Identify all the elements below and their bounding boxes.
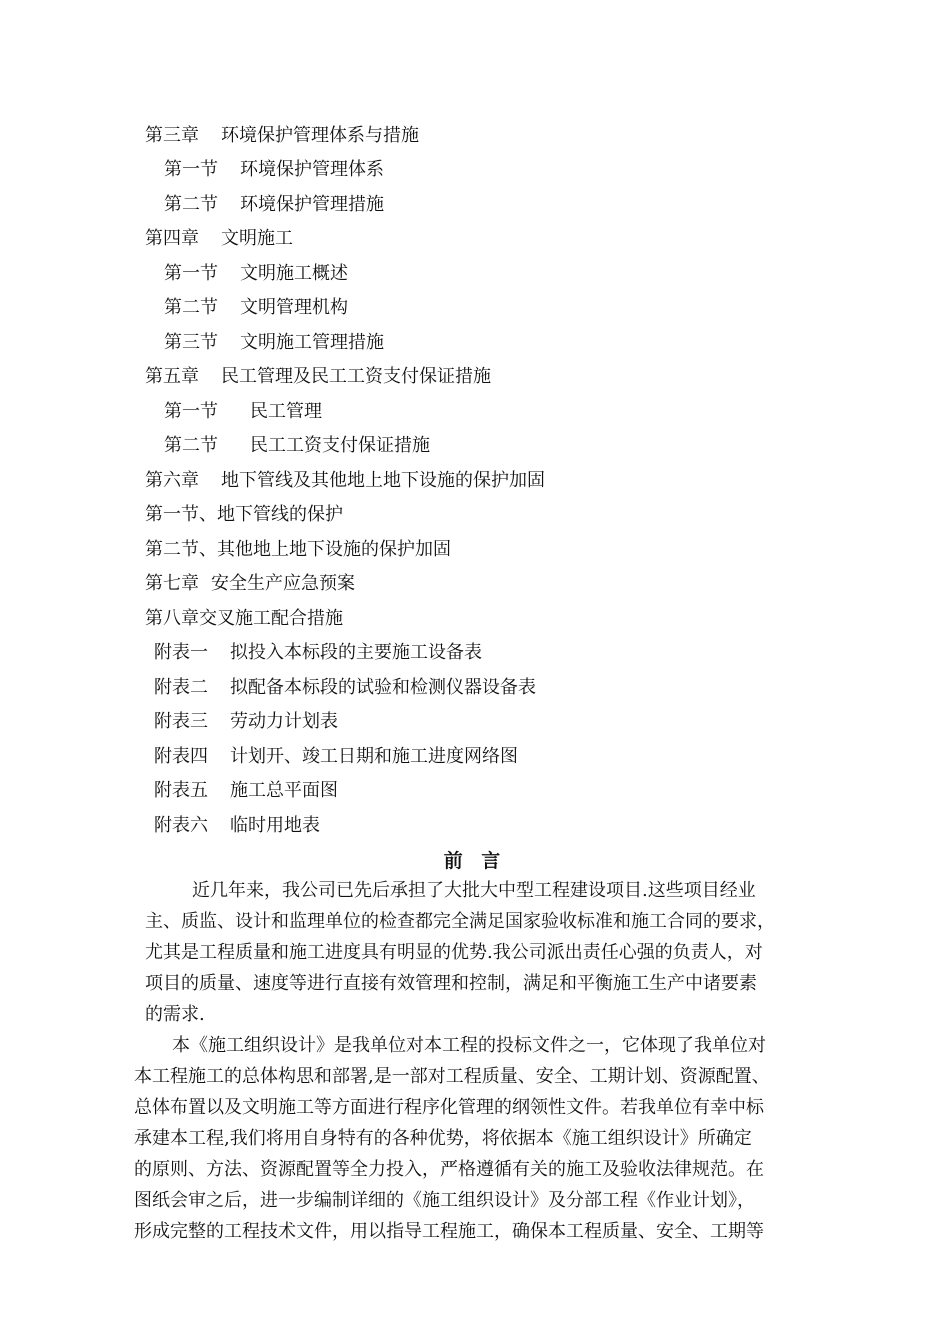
toc-number: 第四章: [145, 228, 199, 249]
toc-number: 第六章: [145, 470, 199, 491]
toc-title: 施工总平面图: [230, 780, 338, 801]
toc-chapter-8: [145, 607, 343, 631]
toc-number: 第一节: [164, 159, 218, 180]
paragraph-line: 本工程施工的总体构思和部署,是一部对工程质量、安全、工期计划、资源配置、: [134, 1066, 770, 1087]
toc-number: 第七章: [145, 573, 199, 594]
toc-section: [164, 331, 384, 355]
toc-chapter-6: [145, 469, 545, 493]
toc-section: [164, 158, 384, 182]
toc-title: 环境保护管理体系与措施: [221, 125, 419, 146]
toc-title: 劳动力计划表: [230, 711, 338, 732]
toc-section: [164, 262, 348, 286]
toc-title: 环境保护管理体系: [240, 159, 384, 180]
paragraph-line: 承建本工程,我们将用自身特有的各种优势，将依据本《施工组织设计》所确定: [134, 1128, 752, 1149]
toc-section: [145, 503, 343, 527]
toc-section: [164, 434, 430, 458]
toc-title: 文明施工: [221, 228, 293, 249]
toc-chapter-5: [145, 365, 491, 389]
toc-chapter-4: [145, 227, 293, 251]
toc-appendix: [154, 779, 338, 803]
toc-title: 环境保护管理措施: [240, 194, 384, 215]
toc-number: 附表五: [154, 780, 208, 801]
toc-number: 附表三: [154, 711, 208, 732]
paragraph-line: 总体布置以及文明施工等方面进行程序化管理的纲领性文件。若我单位有幸中标: [134, 1097, 764, 1118]
toc-number: 附表六: [154, 815, 208, 836]
toc-appendix: [154, 676, 536, 700]
toc-title: 第一节、地下管线的保护: [145, 504, 343, 525]
toc-title: 文明管理机构: [240, 297, 348, 318]
toc-appendix: [154, 745, 518, 769]
toc-section: [164, 193, 384, 217]
toc-title: 地下管线及其他地上地下设施的保护加固: [221, 470, 545, 491]
toc-appendix: [154, 710, 338, 734]
toc-chapter-3: [145, 124, 419, 148]
paragraph-line: 尤其是工程质量和施工进度具有明显的优势.我公司派出责任心强的负责人，对: [145, 942, 763, 963]
preface-heading: 前 言: [443, 850, 507, 872]
toc-title: 文明施工管理措施: [240, 332, 384, 353]
toc-number: 第五章: [145, 366, 199, 387]
toc-section: [164, 296, 348, 320]
paragraph-line: 本《施工组织设计》是我单位对本工程的投标文件之一，它体现了我单位对: [172, 1035, 766, 1056]
toc-title: 民工管理: [250, 401, 322, 422]
paragraph-line: 项目的质量、速度等进行直接有效管理和控制，满足和平衡施工生产中诸要素: [145, 973, 757, 994]
toc-title: 计划开、竣工日期和施工进度网络图: [230, 746, 518, 767]
toc-title: 拟配备本标段的试验和检测仪器设备表: [230, 677, 536, 698]
toc-title: 民工工资支付保证措施: [250, 435, 430, 456]
toc-title: 安全生产应急预案: [211, 573, 355, 594]
paragraph-line: 近几年来，我公司已先后承担了大批大中型工程建设项目.这些项目经业: [192, 880, 756, 901]
paragraph-line: 图纸会审之后，进一步编制详细的《施工组织设计》及分部工程《作业计划》，: [134, 1190, 755, 1211]
toc-number: 附表四: [154, 746, 208, 767]
paragraph-line: 的原则、方法、资源配置等全力投入，严格遵循有关的施工及验收法律规范。在: [134, 1159, 764, 1180]
toc-title: 民工管理及民工工资支付保证措施: [221, 366, 491, 387]
toc-section: [145, 538, 451, 562]
paragraph-line: 的需求.: [145, 1004, 205, 1025]
toc-number: 第三章: [145, 125, 199, 146]
toc-number: 第二节: [164, 297, 218, 318]
toc-number: 第一节: [164, 263, 218, 284]
paragraph-line: 主、质监、设计和监理单位的检查都完全满足国家验收标准和施工合同的要求，: [145, 911, 775, 932]
toc-chapter-7: [145, 572, 355, 596]
toc-section: [164, 400, 322, 424]
toc-title: 第二节、其他地上地下设施的保护加固: [145, 539, 451, 560]
toc-number: 第二节: [164, 435, 218, 456]
toc-title: 文明施工概述: [240, 263, 348, 284]
toc-appendix: [154, 641, 482, 665]
toc-number: 第一节: [164, 401, 218, 422]
toc-number: 第二节: [164, 194, 218, 215]
toc-appendix: [154, 814, 320, 838]
toc-number: 第三节: [164, 332, 218, 353]
toc-title: 第八章交叉施工配合措施: [145, 608, 343, 629]
toc-title: 临时用地表: [230, 815, 320, 836]
toc-title: 拟投入本标段的主要施工设备表: [230, 642, 482, 663]
paragraph-line: 形成完整的工程技术文件，用以指导工程施工，确保本工程质量、安全、工期等: [134, 1221, 764, 1242]
toc-number: 附表一: [154, 642, 208, 663]
toc-number: 附表二: [154, 677, 208, 698]
